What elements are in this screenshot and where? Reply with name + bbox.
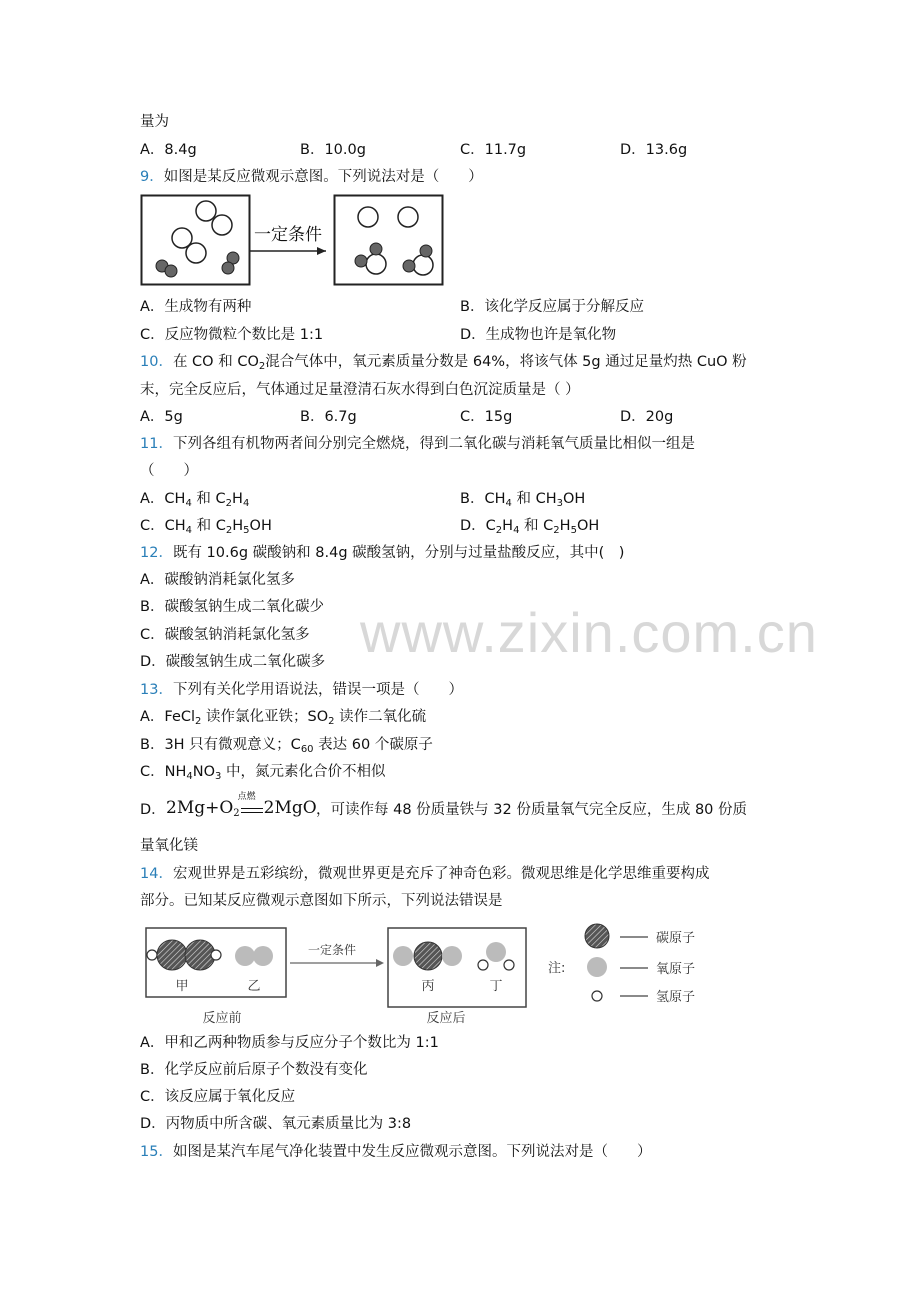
q12-option-d: D．碳酸氢钠生成二氧化碳多 (140, 654, 326, 670)
q9-option-a: A．生成物有两种 (140, 299, 252, 315)
q13-option-d-text: ，可读作每 48 份质量铁与 32 份质量氧气完全反应，生成 80 份质 (316, 802, 748, 818)
q10-stem (140, 352, 747, 372)
q11-option-d: D．$C_2H_4$ 和 $C_2H_5OH$ (460, 518, 600, 536)
q13-option-b: B．3H 只有微观意义；$C_{60}$ 表达 60 个碳原子 (140, 737, 433, 755)
q10-sub: 2 (258, 361, 266, 372)
q9-stem (140, 167, 483, 187)
label-yi: 乙 (247, 979, 261, 994)
q8-option-d: D．13.6g (620, 142, 688, 158)
q8-option-b: B．10.0g (300, 142, 366, 158)
q13-option-a: A．FeCl$_2$ 读作氯化亚铁；$SO_2$ 读作二氧化硫 (140, 709, 427, 727)
q13-option-d-line2: 量氧化镁 (140, 838, 198, 854)
q14-stem (140, 864, 709, 884)
label-after: 反应后 (426, 1011, 466, 1026)
q9-text: 如图是某反应微观示意图。下列说法对是（ ） (163, 169, 483, 185)
q9-arrow-label: 一定条件 (254, 225, 322, 245)
q11-number: 11． (140, 436, 173, 452)
q15-stem (140, 1142, 651, 1162)
q12-number: 12． (140, 545, 173, 561)
q13-text: 下列有关化学用语说法，错误一项是（ ） (172, 682, 463, 698)
q11-paren: （ ） (140, 463, 198, 479)
q12-option-c: C．碳酸氢钠消耗氯化氢多 (140, 627, 310, 643)
q14-stem-line2: 部分。已知某反应微观示意图如下所示，下列说法错误是 (140, 893, 503, 909)
q14-option-b: B．化学反应前后原子个数没有变化 (140, 1062, 368, 1078)
q13-stem (140, 680, 463, 700)
q13-option-c: C．$NH_4NO_3$ 中，氮元素化合价不相似 (140, 764, 386, 782)
legend-hydrogen: 氢原子 (656, 990, 696, 1005)
watermark: www.zixin.com.cn (360, 601, 818, 664)
q9-option-c: C．反应物微粒个数比是 1:1 (140, 327, 324, 343)
legend-carbon: 碳原子 (656, 931, 696, 946)
label-before: 反应前 (202, 1011, 242, 1026)
q9-option-b: B．该化学反应属于分解反应 (460, 299, 644, 315)
q11-stem (140, 434, 695, 454)
q11-option-a: A．$CH_4$ 和 $C_2H_4$ (140, 491, 250, 509)
q9-option-d: D．生成物也许是氧化物 (460, 327, 617, 343)
q11-text: 下列各组有机物两者间分别完全燃烧，得到二氧化碳与消耗氧气质量比相似一组是 (172, 436, 695, 452)
q10-number: 10． (140, 354, 173, 370)
equation-condition: 点燃 (237, 792, 256, 802)
q10-stem-line2: 末，完全反应后，气体通过足量澄清石灰水得到白色沉淀质量是（ ） (140, 382, 580, 398)
q12-stem (140, 543, 624, 563)
legend-note: 注: (548, 961, 566, 976)
q14-figure (140, 916, 720, 1028)
q14-number: 14． (140, 866, 173, 882)
q12-text: 既有 10.6g 碳酸钠和 8.4g 碳酸氢钠，分别与过量盐酸反应，其中( ) (172, 545, 625, 561)
q14-option-d: D．丙物质中所含碳、氧元素质量比为 3:8 (140, 1116, 412, 1132)
q8-stem-tail: 量为 (140, 114, 169, 130)
q10-option-a: A．5g (140, 409, 183, 425)
label-bing: 丙 (421, 979, 435, 994)
label-jia: 甲 (175, 979, 189, 994)
q15-text: 如图是某汽车尾气净化装置中发生反应微观示意图。下列说法对是（ ） (172, 1144, 652, 1160)
q11-option-b: B．$CH_4$ 和 $CH_3OH$ (460, 491, 586, 509)
q13-option-d-label: D． (140, 802, 166, 818)
q14-arrow-label: 一定条件 (307, 943, 357, 957)
q13-equation: $2Mg+O_2$ 点燃 2MgO (166, 798, 317, 818)
q10-text-b: 混合气体中，氧元素质量分数是 64%，将该气体 5g 通过足量灼热 CuO 粉 (265, 354, 747, 370)
q9-number: 9． (140, 169, 164, 185)
q8-option-c: C．11.7g (460, 142, 527, 158)
q12-option-b: B．碳酸氢钠生成二氧化碳少 (140, 599, 324, 615)
q13-number: 13． (140, 682, 173, 698)
legend-oxygen: 氧原子 (656, 962, 696, 977)
q8-option-a: A．8.4g (140, 142, 197, 158)
q12-option-a: A．碳酸钠消耗氯化氢多 (140, 572, 295, 588)
q14-option-a: A．甲和乙两种物质参与反应分子个数比为 1:1 (140, 1035, 439, 1051)
q10-option-c: C．15g (460, 409, 513, 425)
label-ding: 丁 (489, 979, 503, 994)
q11-option-c: C．$CH_4$ 和 $C_2H_5OH$ (140, 518, 272, 536)
q10-option-d: D．20g (620, 409, 674, 425)
q14-option-c: C．该反应属于氧化反应 (140, 1089, 296, 1105)
q10-text-a: 在 CO 和 CO (172, 354, 259, 370)
q10-option-b: B．6.7g (300, 409, 357, 425)
q9-figure (140, 193, 446, 289)
q14-text: 宏观世界是五彩缤纷，微观世界更是充斥了神奇色彩。微观思维是化学思维重要构成 (172, 866, 710, 882)
q15-number: 15． (140, 1144, 173, 1160)
